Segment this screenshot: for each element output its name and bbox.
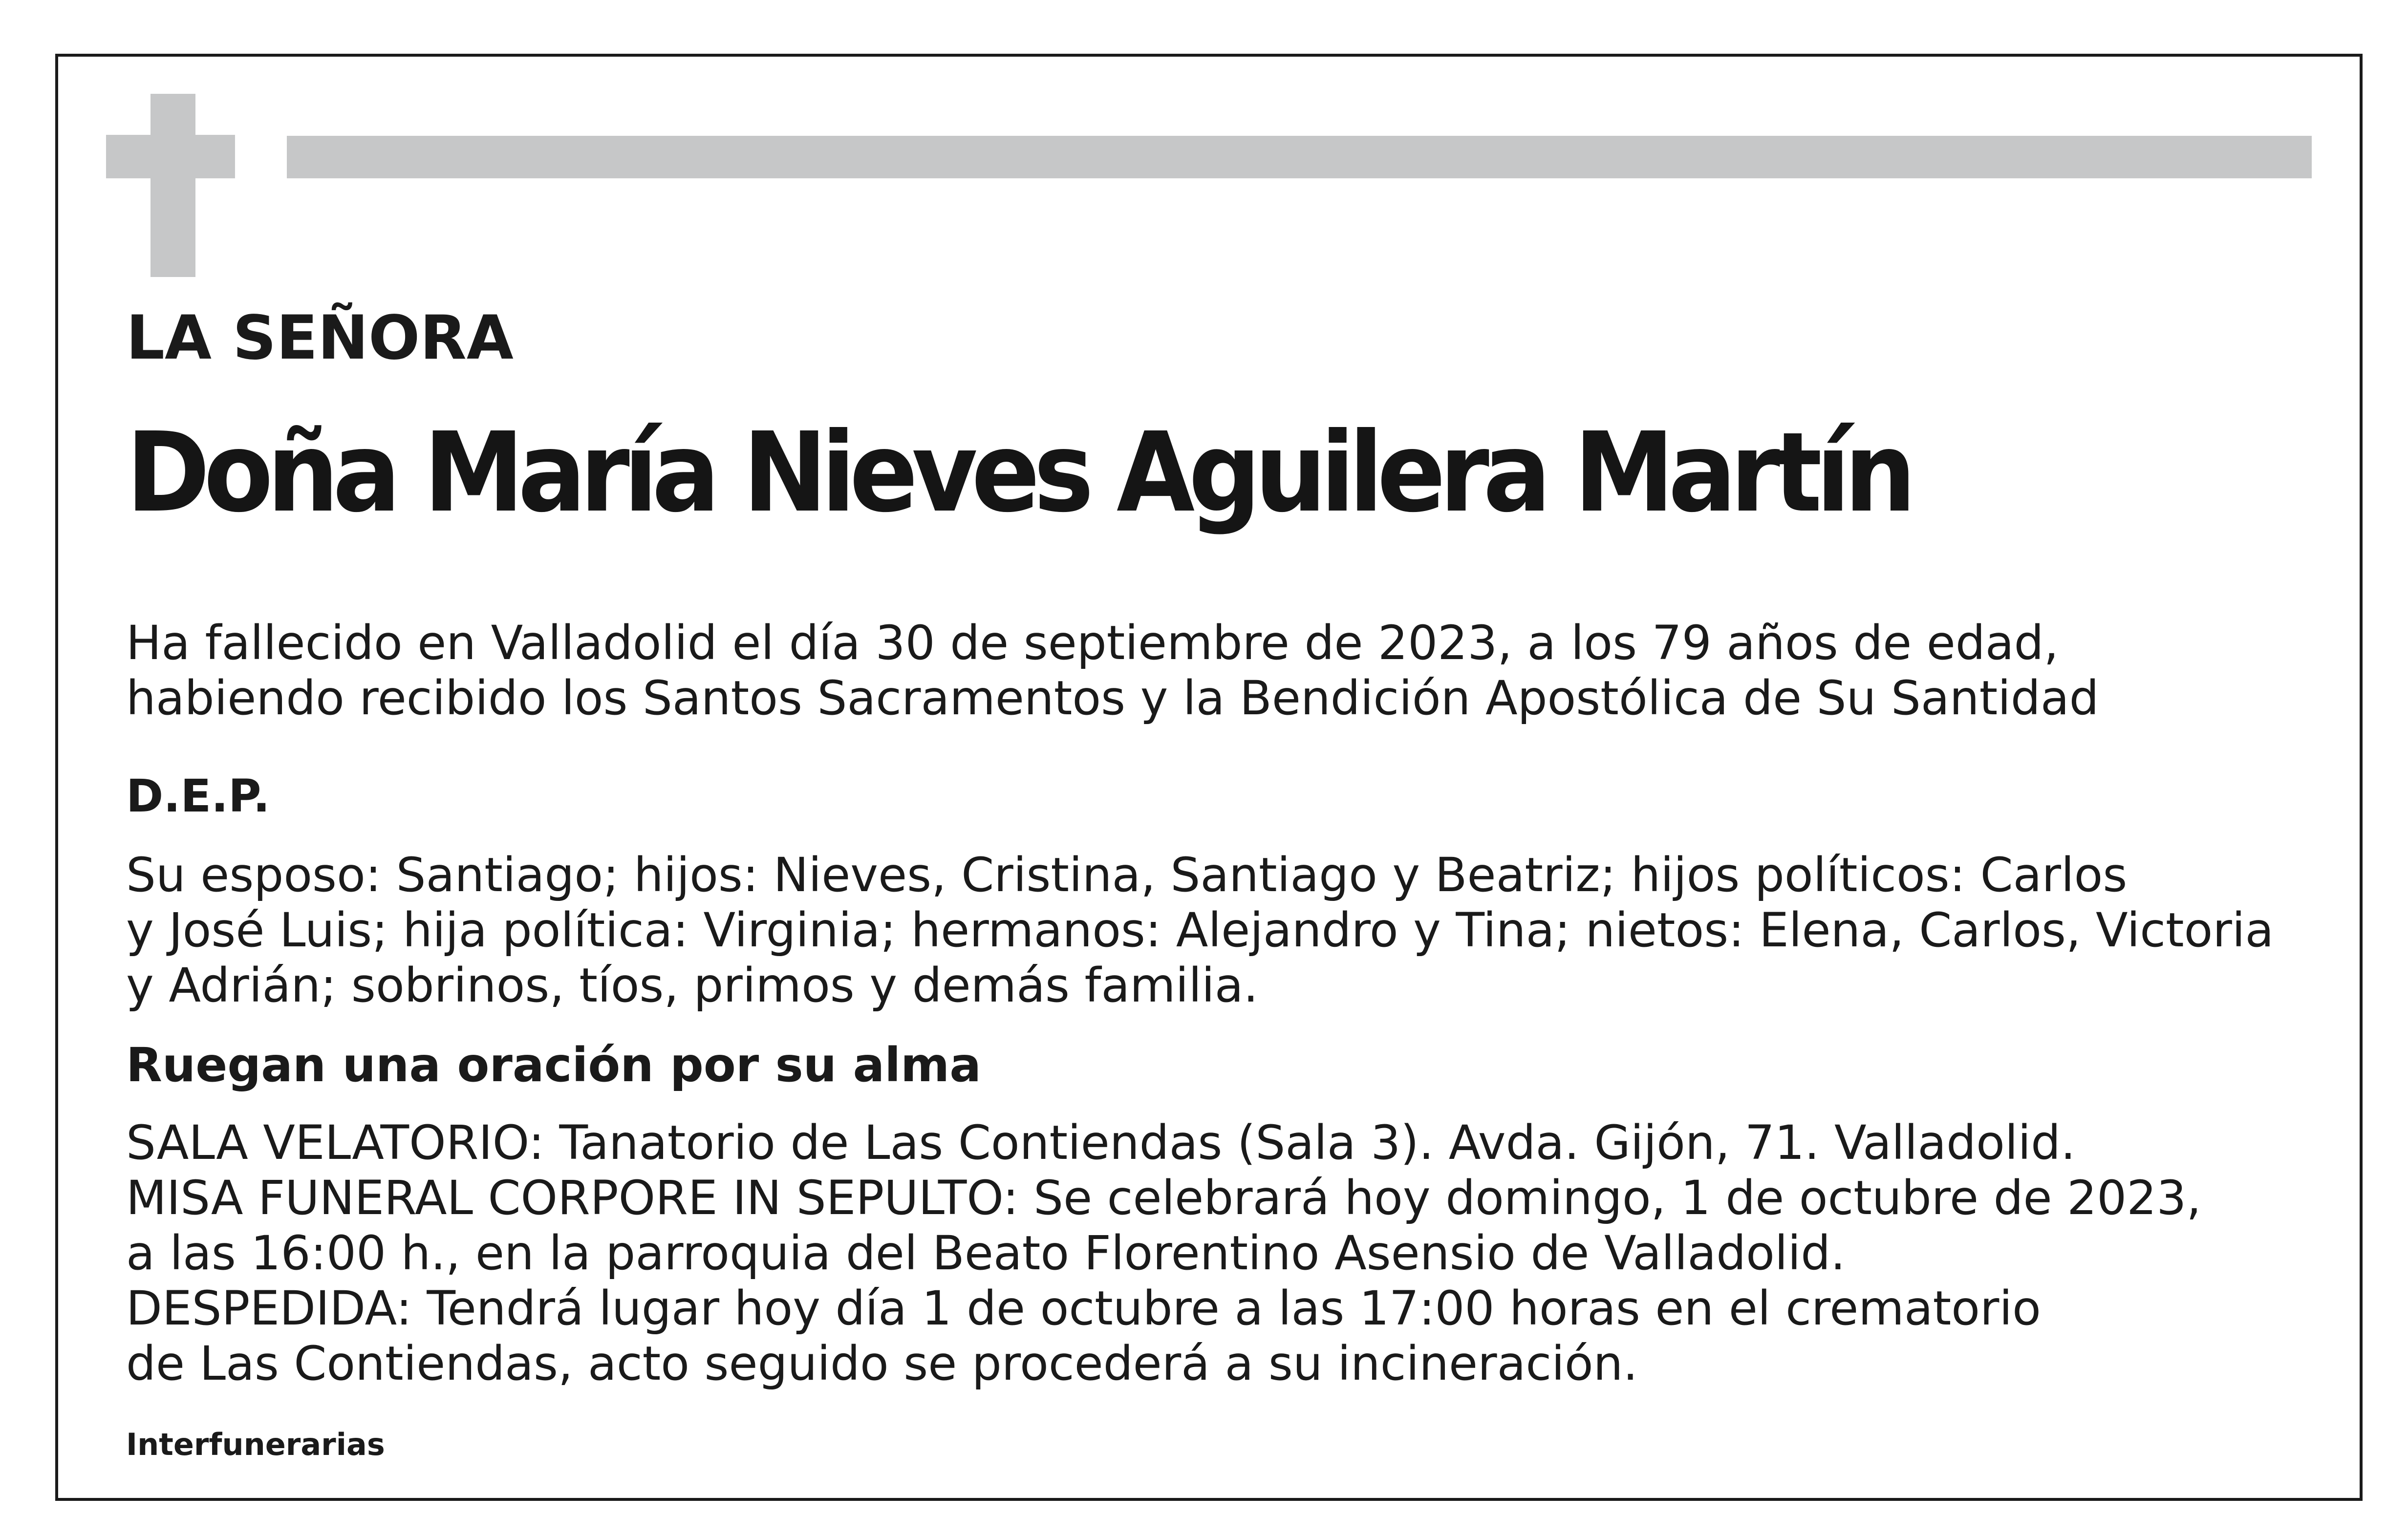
death-notice-line: habiendo recibido los Santos Sacramentos y la Bendición Apostólica de Su Santidad: [126, 671, 2099, 726]
cross-vertical-bar: [150, 94, 195, 277]
rip-text: D.E.P.: [126, 770, 270, 822]
service-line: SALA VELATORIO: Tanatorio de Las Contiendas (Sala 3). Avda. Gijón, 71. Valladolid.: [126, 1115, 2076, 1170]
service-details: [126, 1115, 2201, 1391]
service-line: MISA FUNERAL CORPORE IN SEPULTO: Se celebrará hoy domingo, 1 de octubre de 2023,: [126, 1171, 2201, 1225]
funeral-home-signature: Interfunerarias: [126, 1427, 385, 1462]
family-line: Su esposo: Santiago; hijos: Nieves, Cristina, Santiago y Beatriz; hijos políticos: Carlos: [126, 848, 2128, 902]
cross-horizontal-bar: [106, 135, 235, 178]
service-line: DESPEDIDA: Tendrá lugar hoy día 1 de octubre a las 17:00 horas en el crematorio: [126, 1281, 2041, 1336]
service-line: a las 16:00 h., en la parroquia del Beato Florentino Asensio de Valladolid.: [126, 1226, 1846, 1281]
death-notice: [126, 616, 2099, 726]
family-list: [126, 848, 2274, 1013]
family-line: y José Luis; hija política: Virginia; hermanos: Alejandro y Tina; nietos: Elena, Carlos, Victoria: [126, 903, 2274, 958]
deceased-name: Doña María Nieves Aguilera Martín: [126, 409, 1910, 537]
prayer-request: Ruegan una oración por su alma: [126, 1038, 981, 1092]
service-line: de Las Contiendas, acto seguido se procederá a su incineración.: [126, 1336, 1638, 1391]
death-notice-line: Ha fallecido en Valladolid el día 30 de septiembre de 2023, a los 79 años de edad,: [126, 616, 2059, 670]
header-rule: [287, 136, 2312, 178]
family-line: y Adrián; sobrinos, tíos, primos y demás familia.: [126, 958, 1259, 1013]
salutation: LA SEÑORA: [126, 303, 514, 373]
